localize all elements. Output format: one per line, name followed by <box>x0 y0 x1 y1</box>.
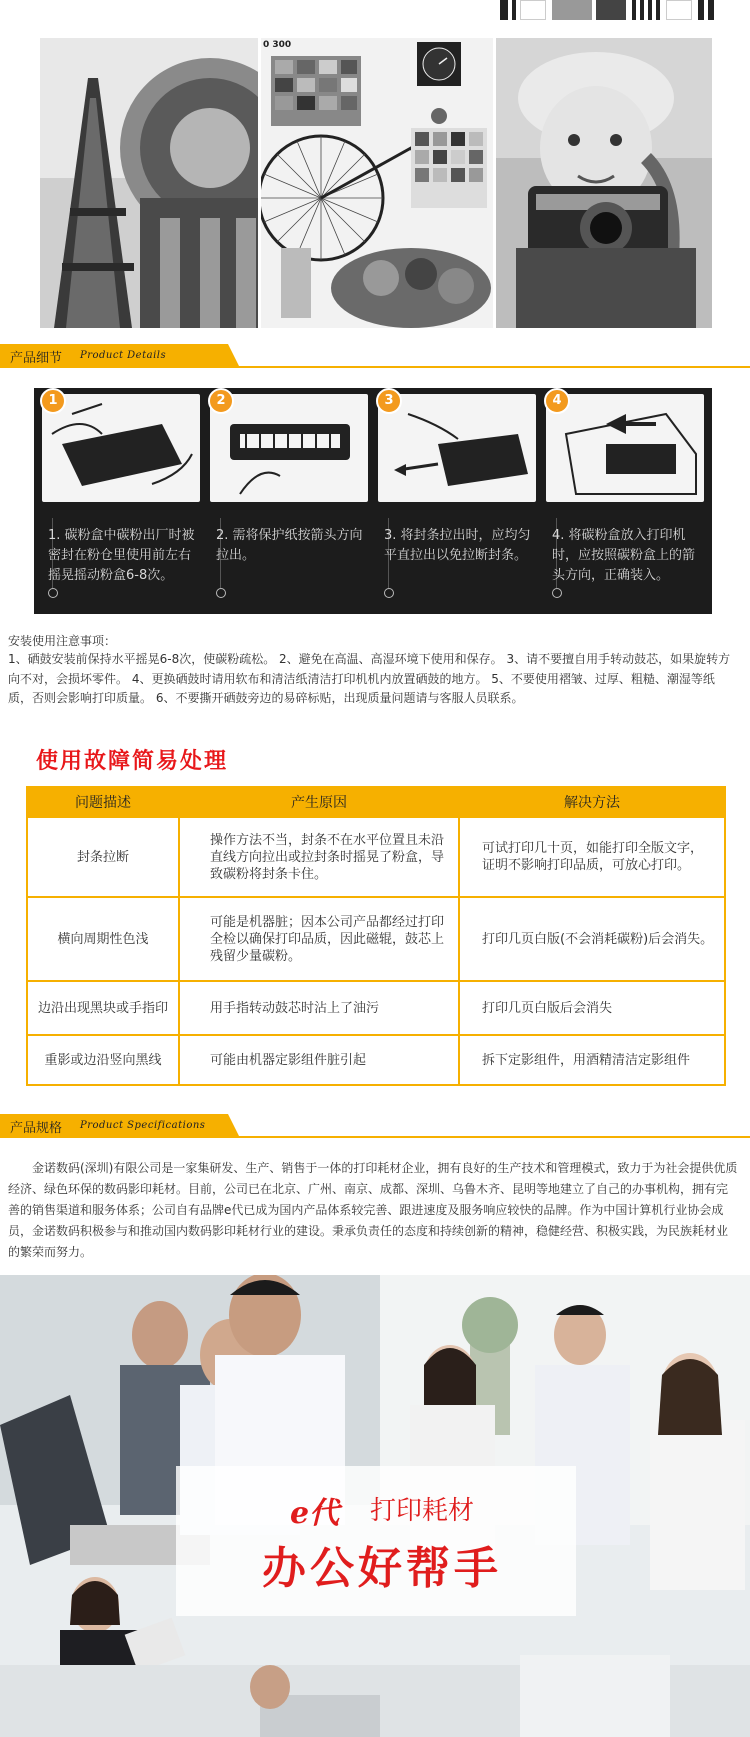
company-intro-text: 金诺数码(深圳)有限公司是一家集研发、生产、销售于一体的打印耗材企业，拥有良好的生产技术和管理模式，致力于为社会提供优质经济、绿色环保的数码影印耗材。目前，公司已在北京、广州、南京、成都、深圳、乌鲁木齐、昆明等地建立了自己的办事机构，拥有完善的销售渠道和服务体系；公司自有品牌e代已成为国内产品体系较完善、跟进速度及服务响应较快的品牌。作为中国计算机行业协会成员，金诺数码积极参与和推动国内数码影印耗材行业的建设。秉承负责任的态度和持续创新的精神，稳健经营、积极实践，为民族耗材业的繁荣而努力。 <box>8 1161 738 1259</box>
color-test-chart-photo <box>261 38 493 328</box>
cause-cell: 可能是机器脏；因本公司产品都经过打印全检以确保打印品质，因此磁辊，鼓芯上残留少量碳粉。 <box>179 897 459 981</box>
section-header-product-details <box>0 344 750 368</box>
table-header-row <box>27 787 725 817</box>
brand-logo: e代 <box>290 1496 340 1531</box>
step-1-illustration <box>42 394 200 502</box>
section-title-en: Product Details <box>80 350 167 361</box>
step-2-illustration <box>210 394 368 502</box>
girl-camera-photo <box>496 38 712 328</box>
header-cause: 产生原因 <box>179 787 459 817</box>
problem-cell: 封条拉断 <box>27 817 179 897</box>
solution-cell: 拆下定影组件，用酒精清洁定影组件 <box>459 1035 725 1085</box>
solution-cell: 打印几页白版(不会消耗碳粉)后会消失。 <box>459 897 725 981</box>
table-row <box>27 897 725 981</box>
step-3-illustration <box>378 394 536 502</box>
section-header-product-specifications <box>0 1114 750 1138</box>
solution-cell: 打印几页白版后会消失 <box>459 981 725 1035</box>
cause-cell: 操作方法不当，封条不在水平位置且未沿直线方向拉出或拉封条时摇晃了粉盒，导致碳粉将封条卡住。 <box>179 817 459 897</box>
cause-cell: 用手指转动鼓芯时沾上了油污 <box>179 981 459 1035</box>
notes-title: 安装使用注意事项： <box>8 634 117 648</box>
section-title-en: Product Specifications <box>80 1120 206 1131</box>
step-4-badge: 4 <box>544 388 570 414</box>
installation-steps-panel <box>34 388 712 614</box>
header-problem: 问题描述 <box>27 787 179 817</box>
troubleshooting-title: 使用故障简易处理 <box>36 749 229 774</box>
cause-cell: 可能由机器定影组件脏引起 <box>179 1035 459 1085</box>
brand-slogan: 办公好帮手 <box>262 1543 502 1594</box>
section-title-zh: 产品细节 <box>10 351 63 366</box>
brand-product-line: 打印耗材 <box>370 1496 475 1526</box>
step-2-text: 2. 需将保护纸按箭头方向拉出。 <box>216 528 363 563</box>
problem-cell: 边沿出现黑块或手指印 <box>27 981 179 1035</box>
step-2 <box>206 388 372 614</box>
step-4-illustration <box>546 394 704 502</box>
table-row <box>27 981 725 1035</box>
step-1-text: 1. 碳粉盒中碳粉出厂时被密封在粉仓里使用前左右摇晃摇动粉盒6-8次。 <box>48 528 195 583</box>
step-3-text: 3. 将封条拉出时，应均匀平直拉出以免拉断封条。 <box>384 528 531 563</box>
notes-body: 1、硒鼓安装前保持水平摇晃6-8次，使碳粉疏松。 2、避免在高温、高湿环境下使用和保存。 3、请不要擅自用手转动鼓芯，如果旋转方向不对，会损坏零件。 4、更换硒鼓时请用软布和清洁纸清洁打印机机内放置硒鼓的地方。 5、不要使用褶皱、过厚、粗糙、潮湿等纸质，否则会影响打印质量。 6、不要撕开硒鼓旁边的易碎标贴，出现质量问题请与客服人员联系。 <box>8 652 731 705</box>
step-2-badge: 2 <box>208 388 234 414</box>
step-3-badge: 3 <box>376 388 402 414</box>
step-4 <box>542 388 708 614</box>
chart-label-300: 0 300 <box>263 40 292 50</box>
step-4-text: 4. 将碳粉盒放入打印机时，应按照碳粉盒上的箭头方向，正确装入。 <box>552 528 696 583</box>
step-1 <box>38 388 204 614</box>
table-row <box>27 817 725 897</box>
print-sample-gallery <box>40 38 712 328</box>
problem-cell: 横向周期性色浅 <box>27 897 179 981</box>
solution-cell: 可试打印几十页，如能打印全版文字，证明不影响打印品质，可放心打印。 <box>459 817 725 897</box>
top-decorative-strip <box>500 0 716 20</box>
section-title-zh: 产品规格 <box>10 1121 63 1136</box>
problem-cell: 重影或边沿竖向黑线 <box>27 1035 179 1085</box>
eiffel-carousel-photo <box>40 38 258 328</box>
troubleshooting-table <box>26 786 726 1086</box>
table-row <box>27 1035 725 1085</box>
step-3 <box>374 388 540 614</box>
step-1-badge: 1 <box>40 388 66 414</box>
header-solution: 解决方法 <box>459 787 725 817</box>
